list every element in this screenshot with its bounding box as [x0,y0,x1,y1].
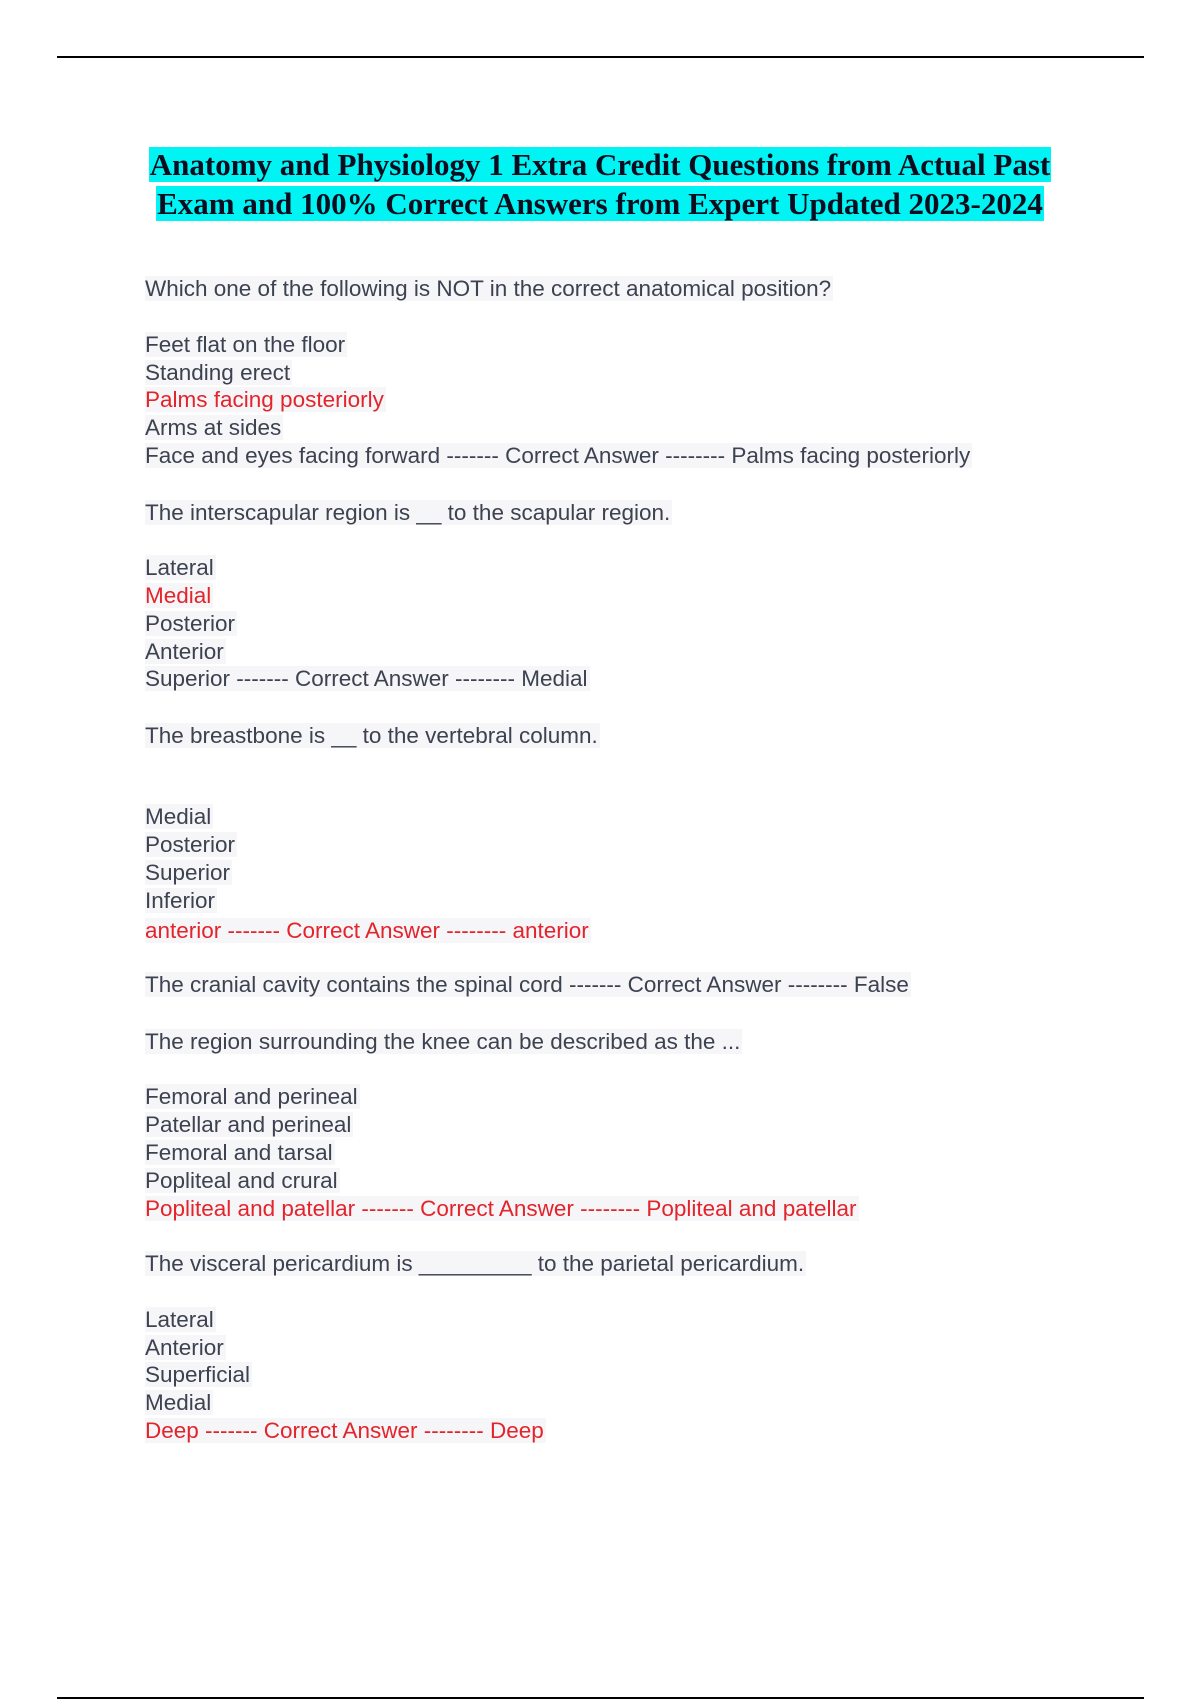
q1-option-4: Arms at sides [145,415,282,440]
question-5: The region surrounding the knee can be described as the ... [145,1029,741,1054]
q1-option-2: Standing erect [145,360,291,385]
q3-option-1: Medial [145,804,212,829]
title-line-1: Anatomy and Physiology 1 Extra Credit Questions from Actual Past [149,147,1051,182]
q5-answer-line: Popliteal and patellar ------- Correct Answer -------- Popliteal and patellar [145,1196,857,1221]
q2-option-1: Lateral [145,555,214,580]
question-2: The interscapular region is __ to the scapular region. [145,500,671,525]
title-line-2: Exam and 100% Correct Answers from Expert Updated 2023-2024 [157,186,1043,221]
q6-option-3: Superficial [145,1362,251,1387]
q5-option-2: Patellar and perineal [145,1112,352,1137]
q2-option-3: Posterior [145,611,236,636]
q5-option-1: Femoral and perineal [145,1084,358,1109]
q5-option-3: Femoral and tarsal [145,1140,333,1165]
q2-answer-line: Superior ------- Correct Answer -------- Medial [145,666,588,691]
q2-option-2-correct: Medial [145,583,212,608]
q3-option-2: Posterior [145,832,236,857]
question-1: Which one of the following is NOT in the correct anatomical position? [145,276,832,301]
q6-option-2: Anterior [145,1335,224,1360]
q1-option-3-correct: Palms facing posteriorly [145,387,384,412]
q3-option-3: Superior [145,860,231,885]
q3-answer-line: anterior ------- Correct Answer -------- anterior [145,918,589,943]
q6-option-1: Lateral [145,1307,214,1332]
q1-option-1: Feet flat on the floor [145,332,346,357]
q5-option-4: Popliteal and crural [145,1168,338,1193]
bottom-rule [57,1697,1144,1699]
q2-option-4: Anterior [145,639,224,664]
q3-option-4: Inferior [145,888,216,913]
question-6: The visceral pericardium is _________ to the parietal pericardium. [145,1251,805,1276]
q1-answer-line: Face and eyes facing forward ------- Correct Answer -------- Palms facing posteriorly [145,443,971,468]
question-3: The breastbone is __ to the vertebral column. [145,723,598,748]
q6-answer-line: Deep ------- Correct Answer -------- Deep [145,1418,544,1443]
q6-option-4: Medial [145,1390,212,1415]
question-4: The cranial cavity contains the spinal cord ------- Correct Answer -------- False [145,972,909,997]
